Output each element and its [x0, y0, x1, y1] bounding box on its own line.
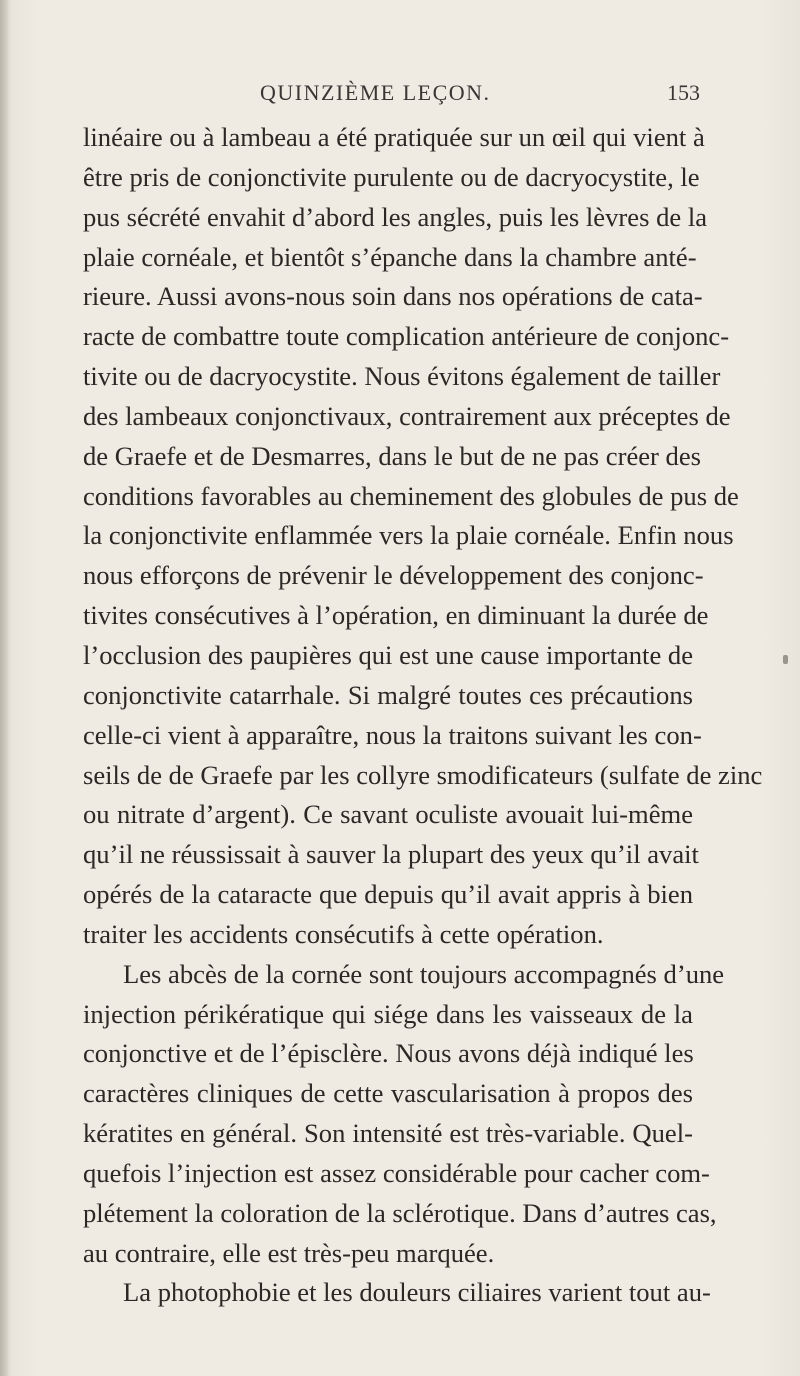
- text-line: linéaire ou à lambeau a été pratiquée sur un œil qui vient à: [83, 122, 705, 152]
- text-line: traiter les accidents consécutifs à cette opération.: [83, 918, 604, 949]
- running-title: QUINZIÈME LEÇON.: [260, 80, 491, 105]
- text-line: injection périkératique qui siége dans les vaisseaux de la: [83, 998, 693, 1029]
- text-line: conditions favorables au cheminement des globules de pus de: [83, 480, 739, 511]
- text-line: nous efforçons de prévenir le développement des conjonc-: [83, 560, 704, 591]
- text-line: l’occlusion des paupières qui est une cause importante de: [83, 639, 693, 670]
- text-line: seils de de Graefe par les collyre smodificateurs (sulfate de zinc: [83, 759, 763, 790]
- paragraph-first-line: La photophobie et les douleurs ciliaires varient tout au-: [123, 1277, 711, 1308]
- binding-shadow: [0, 0, 10, 1376]
- text-line: être pris de conjonctivite purulente ou de dacryocystite, le: [83, 161, 700, 192]
- paragraph-first-line: Les abcès de la cornée sont toujours accompagnés d’une: [123, 958, 725, 989]
- text-line: au contraire, elle est très-peu marquée.: [83, 1237, 495, 1268]
- text-line: rieure. Aussi avons-nous soin dans nos opérations de cata-: [83, 281, 703, 312]
- text-line: opérés de la cataracte que depuis qu’il avait appris à bien: [83, 879, 693, 910]
- text-line: conjonctive et de l’épisclère. Nous avons déjà indiqué les: [83, 1038, 694, 1069]
- text-line: conjonctivite catarrhale. Si malgré toutes ces précautions: [83, 679, 693, 710]
- body-text: [83, 118, 763, 1313]
- paper-speck: [783, 655, 788, 664]
- text-line: de Graefe et de Desmarres, dans le but de ne pas créer des: [83, 440, 702, 471]
- text-line: plaie cornéale, et bientôt s’épanche dans la chambre anté-: [83, 241, 697, 272]
- text-line: des lambeaux conjonctivaux, contrairement aux préceptes de: [83, 400, 731, 431]
- text-line: tivite ou de dacryocystite. Nous évitons également de tailler: [83, 361, 721, 392]
- text-line: racte de combattre toute complication antérieure de conjonc-: [83, 321, 730, 352]
- text-line: celle-ci vient à apparaître, nous la traitons suivant les con-: [83, 719, 702, 750]
- text-line: plétement la coloration de la sclérotique. Dans d’autres cas,: [83, 1197, 717, 1228]
- text-line: pus sécrété envahit d’abord les angles, puis les lèvres de la: [83, 201, 708, 232]
- text-line: kératites en général. Son intensité est très-variable. Quel-: [83, 1118, 693, 1149]
- running-head: [140, 80, 700, 110]
- text-line: ou nitrate d’argent). Ce savant oculiste avouait lui-même: [83, 799, 693, 830]
- text-line: quefois l’injection est assez considérable pour cacher com-: [83, 1157, 710, 1188]
- text-line: tivites consécutives à l’opération, en diminuant la durée de: [83, 600, 709, 631]
- text-line: caractères cliniques de cette vascularisation à propos des: [83, 1078, 693, 1109]
- text-line: la conjonctivite enflammée vers la plaie cornéale. Enfin nous: [83, 520, 734, 551]
- page-number: 153: [667, 80, 700, 105]
- text-line: qu’il ne réussissait à sauver la plupart des yeux qu’il avait: [83, 839, 699, 870]
